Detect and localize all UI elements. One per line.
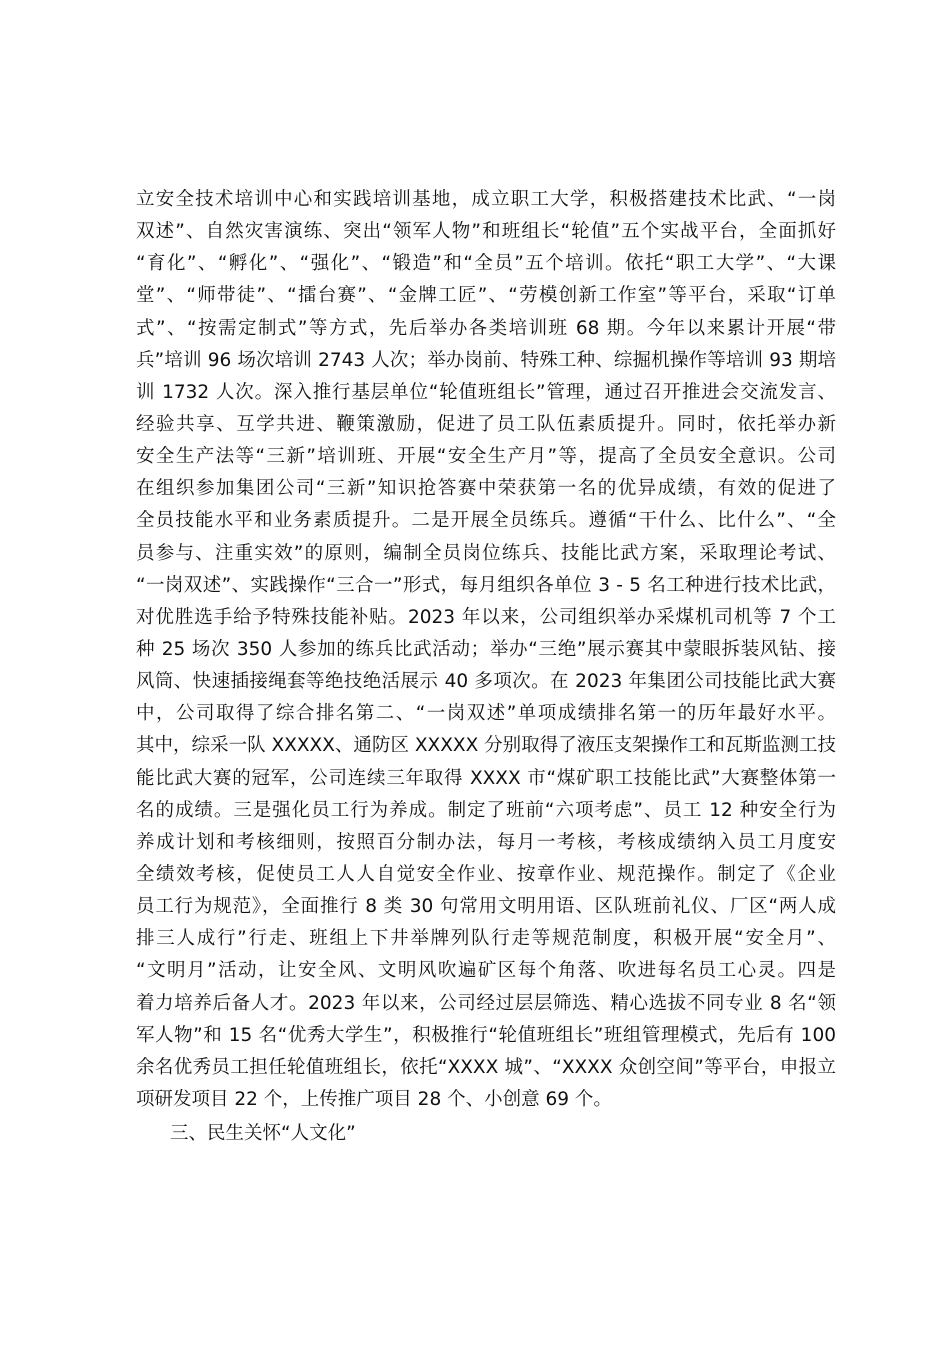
text-line: 经验共享、互学共进、鞭策激励，促进了员工队伍素质提升。同时，依托举办新 — [136, 413, 836, 435]
text-line: 全员技能水平和业务素质提升。二是开展全员练兵。遵循“干什么、比什么”、“全 — [136, 510, 836, 532]
text-line: 对优胜选手给予特殊技能补贴。2023 年以来，公司组织举办采煤机司机等 7 个工 — [136, 606, 836, 628]
text-line: 中，公司取得了综合排名第二、“一岗双述”单项成绩排名第一的历年最好水平。 — [136, 703, 836, 725]
text-line: 余名优秀员工担任轮值班组长，依托“XXXX 城”、“XXXX 众创空间”等平台，申报立 — [136, 1056, 836, 1078]
text-line: 式”、“按需定制式”等方式，先后举办各类培训班 68 期。今年以来累计开展“带 — [136, 317, 836, 339]
text-line: 全绩效考核，促使员工人人自觉安全作业、按章作业、规范操作。制定了《企业 — [136, 863, 836, 885]
text-line: 训 1732 人次。深入推行基层单位“轮值班组长”管理，通过召开推进会交流发言、 — [136, 381, 836, 403]
text-line: 立安全技术培训中心和实践培训基地，成立职工大学，积极搭建技术比武、“一岗 — [136, 189, 836, 210]
text-line: 风筒、快速插接绳套等绝技绝活展示 40 多项次。在 2023 年集团公司技能比武大赛 — [136, 671, 836, 693]
text-line: 其中，综采一队 XXXXX、通防区 XXXXX 分别取得了液压支架操作工和瓦斯监测工技 — [136, 735, 836, 757]
text-line: 安全生产法等“三新”培训班、开展“安全生产月”等，提高了全员安全意识。公司 — [136, 446, 836, 468]
body-paragraph — [136, 184, 836, 1116]
document-body — [136, 184, 836, 1150]
text-line: 排三人成行”行走、班组上下井举牌列队行走等规范制度，积极开展“安全月”、 — [136, 928, 836, 950]
text-line: 军人物”和 15 名“优秀大学生”，积极推行“轮值班组长”班组管理模式，先后有 100 — [136, 1024, 836, 1046]
text-line: “育化”、“孵化”、“强化”、“锻造”和“全员”五个培训。依托“职工大学”、“大课 — [136, 253, 836, 275]
text-line: 员参与、注重实效”的原则，编制全员岗位练兵、技能比武方案，采取理论考试、 — [136, 542, 836, 564]
text-line: 员工行为规范》，全面推行 8 类 30 句常用文明用语、区队班前礼仪、厂区“两人成 — [136, 896, 836, 918]
text-line: 名的成绩。三是强化员工行为养成。制定了班前“六项考虑”、员工 12 种安全行为 — [136, 799, 836, 821]
text-line: 能比武大赛的冠军，公司连续三年取得 XXXX 市“煤矿职工技能比武”大赛整体第一 — [136, 767, 836, 789]
section-heading: 三、民生关怀“人文化” — [170, 1123, 356, 1145]
text-line: 在组织参加集团公司“三新”知识抢答赛中荣获第一名的优异成绩，有效的促进了 — [136, 478, 836, 500]
text-line: 养成计划和考核细则，按照百分制办法，每月一考核，考核成绩纳入员工月度安 — [136, 831, 836, 853]
text-line: 着力培养后备人才。2023 年以来，公司经过层层筛选、精心选拔不同专业 8 名“领 — [136, 992, 836, 1014]
text-line: “文明月”活动，让安全风、文明风吹遍矿区每个角落、吹进每名员工心灵。四是 — [136, 960, 836, 982]
text-line: 双述”、自然灾害演练、突出“领军人物”和班组长“轮值”五个实战平台，全面抓好 — [136, 221, 836, 243]
text-line: “一岗双述”、实践操作“三合一”形式，每月组织各单位 3 - 5 名工种进行技术比武， — [136, 574, 836, 596]
text-line: 兵”培训 96 场次培训 2743 人次；举办岗前、特殊工种、综掘机操作等培训 93 期培 — [136, 349, 836, 371]
text-line-last: 项研发项目 22 个，上传推广项目 28 个、小创意 69 个。 — [136, 1088, 612, 1110]
text-line: 堂”、“师带徒”、“擂台赛”、“金牌工匠”、“劳模创新工作室”等平台，采取“订单 — [136, 285, 836, 307]
text-line: 种 25 场次 350 人参加的练兵比武活动；举办“三绝”展示赛其中蒙眼拆装风钻、接 — [136, 638, 836, 660]
